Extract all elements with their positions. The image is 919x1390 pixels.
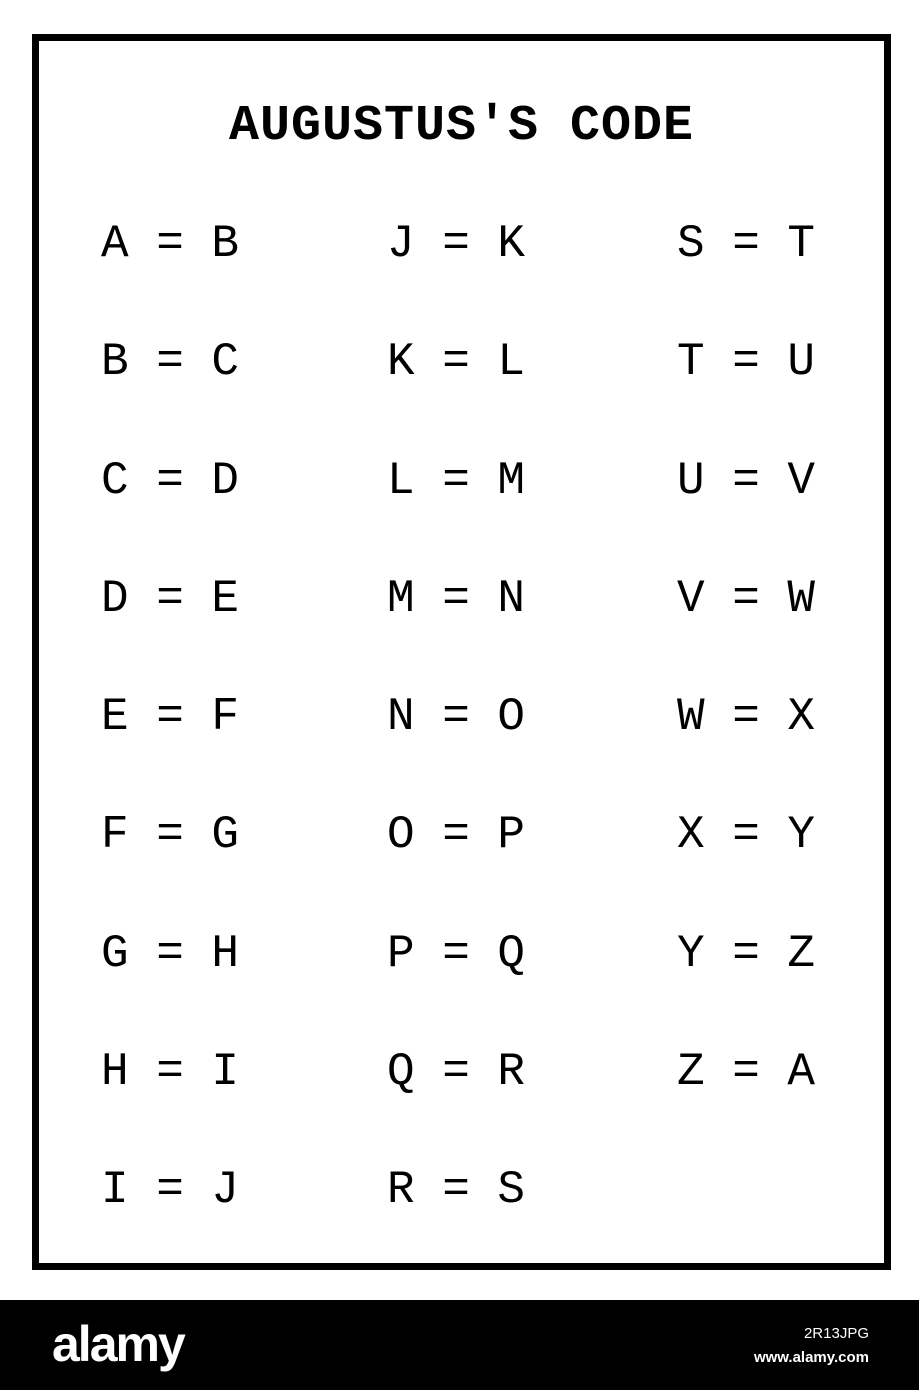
code-row: G = H (101, 927, 240, 980)
code-row: P = Q (387, 927, 526, 980)
code-row: T = U (677, 336, 816, 389)
code-column-3 (677, 218, 847, 1167)
code-row: K = L (387, 336, 526, 389)
code-row: C = D (101, 454, 240, 507)
code-row: W = X (677, 691, 816, 744)
footer-url: www.alamy.com (753, 1349, 869, 1366)
code-row: H = I (101, 1046, 240, 1099)
code-row: Y = Z (677, 927, 816, 980)
code-row: N = O (387, 691, 526, 744)
page-title: AUGUSTUS'S CODE (228, 98, 695, 155)
footer-meta (754, 1322, 869, 1370)
alamy-logo: alamy (52, 1316, 184, 1372)
code-row: J = K (387, 218, 526, 270)
code-row: V = W (677, 572, 816, 625)
code-column-2 (387, 218, 557, 1286)
code-row: R = S (387, 1164, 526, 1217)
code-row: E = F (101, 691, 240, 744)
code-row: A = B (101, 218, 240, 270)
code-row: M = N (387, 572, 526, 625)
code-row: X = Y (677, 809, 816, 862)
image-id: 2R13JPG (803, 1325, 869, 1342)
code-row: O = P (387, 809, 526, 862)
code-row: I = J (101, 1164, 240, 1217)
code-row: S = T (677, 218, 816, 270)
code-row: F = G (101, 809, 240, 862)
code-row: Z = A (677, 1046, 816, 1099)
code-row: U = V (677, 454, 816, 507)
code-sheet (32, 34, 891, 1270)
code-row: Q = R (387, 1046, 526, 1099)
code-row: D = E (101, 572, 240, 625)
watermark-footer (0, 1300, 919, 1390)
code-row: L = M (387, 454, 526, 507)
code-column-1 (101, 218, 271, 1286)
code-row: B = C (101, 336, 240, 389)
